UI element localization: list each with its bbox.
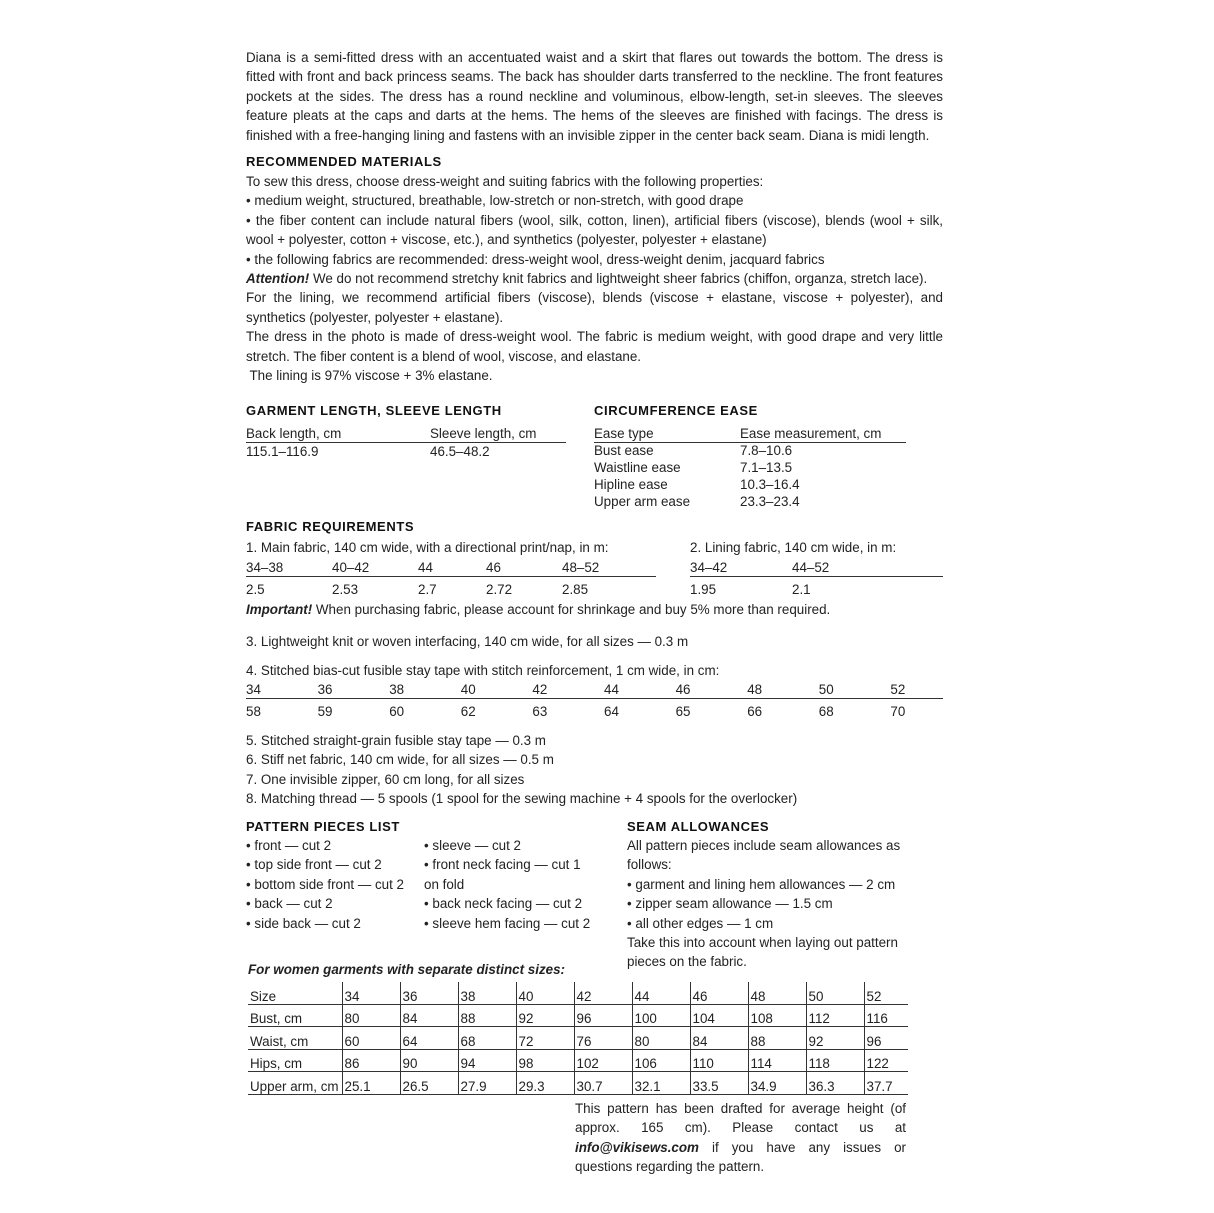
lining-fabric-title: 2. Lining fabric, 140 cm wide, in m: [690, 540, 897, 555]
size-table-cell: 88 [458, 1004, 516, 1027]
size-table-body [248, 982, 908, 1094]
photo-dress-note: The dress in the photo is made of dress-weight wool. The fabric is medium weight, with good drape and very little stretch. The fiber content is a blend of wool, viscose, and elastane. [246, 329, 943, 364]
stay-tape-size: 46 [675, 682, 691, 697]
ease-value: 7.8–10.6 [740, 443, 793, 458]
size-table-cell: 92 [806, 1027, 864, 1050]
size-table-row [248, 1049, 908, 1072]
ease-type: Hipline ease [594, 477, 668, 492]
attention-label: Attention! [246, 271, 310, 287]
ease-type: Upper arm ease [594, 494, 691, 509]
size-table-row [248, 1004, 908, 1027]
ease-type-header: Ease type [594, 426, 654, 441]
seam-allowances-list [627, 836, 939, 972]
garment-length-heading: GARMENT LENGTH, SLEEVE LENGTH [246, 403, 502, 418]
lining-fabric-value: 2.1 [792, 582, 811, 597]
size-table-row-label: Waist, cm [248, 1027, 342, 1050]
stay-tape-rule [246, 698, 943, 699]
size-table-cell: 36 [400, 982, 458, 1004]
ease-value: 23.3–23.4 [740, 494, 800, 509]
size-table [248, 982, 908, 1095]
materials-bullet: • the following fabrics are recommended: dress-weight wool, dress-weight denim, jacquard fabrics [246, 251, 825, 267]
sleeve-length-header: Sleeve length, cm [430, 426, 537, 441]
ease-type: Bust ease [594, 443, 654, 458]
pattern-piece: • front neck facing — cut 1 [424, 857, 581, 873]
size-table-cell: 118 [806, 1049, 864, 1072]
lining-recommendation: For the lining, we recommend artificial fibers (viscose), blends (viscose + elastane, viscose + polyester), and synthetics (polyester, polyester + elastane). [246, 290, 943, 325]
size-table-cell: 110 [690, 1049, 748, 1072]
pattern-pieces-col2 [424, 836, 590, 933]
size-table-row [248, 1072, 908, 1095]
pattern-piece: on fold [424, 876, 465, 892]
materials-section [246, 172, 943, 385]
stay-tape-size: 34 [246, 682, 261, 697]
ease-type: Waistline ease [594, 460, 681, 475]
size-table-cell: 34.9 [748, 1072, 806, 1095]
size-table-cell: 46 [690, 982, 748, 1004]
size-table-cell: 80 [632, 1027, 690, 1050]
footer-note [575, 1099, 906, 1177]
main-fabric-value: 2.5 [246, 582, 265, 597]
size-table-cell: 68 [458, 1027, 516, 1050]
main-fabric-title: 1. Main fabric, 140 cm wide, with a directional print/nap, in m: [246, 540, 609, 555]
size-table-cell: 60 [342, 1027, 400, 1050]
stay-tape-value: 58 [246, 704, 261, 719]
stay-tape-size: 52 [890, 682, 906, 697]
stay-tape-value: 59 [317, 704, 333, 719]
contact-email[interactable]: info@vikisews.com [575, 1139, 699, 1155]
main-fabric-value: 2.85 [562, 582, 589, 597]
stay-tape-value: 68 [818, 704, 834, 719]
size-table-cell: 100 [632, 1004, 690, 1027]
size-table-row-label: Upper arm, cm [248, 1072, 342, 1095]
stay-tape-value: 70 [890, 704, 906, 719]
seam-item: • all other edges — 1 cm [627, 915, 774, 931]
extras-item: 5. Stitched straight-grain fusible stay tape — 0.3 m [246, 733, 546, 748]
main-fabric-value: 2.7 [418, 582, 437, 597]
materials-heading: RECOMMENDED MATERIALS [246, 154, 442, 169]
important-note [246, 602, 830, 617]
size-table-cell: 94 [458, 1049, 516, 1072]
size-table-cell: 27.9 [458, 1072, 516, 1095]
main-fabric-size: 40–42 [332, 560, 370, 575]
materials-lead: To sew this dress, choose dress-weight and suiting fabrics with the following properties: [246, 174, 764, 189]
size-table-cell: 116 [864, 1004, 908, 1027]
main-fabric-value: 2.53 [332, 582, 359, 597]
important-label: Important! [246, 602, 313, 617]
footer-text-end: if you have any issues or questions regarding the pattern. [575, 1139, 906, 1175]
main-fabric-size: 46 [486, 560, 501, 575]
size-table-cell: 96 [574, 1004, 632, 1027]
size-table-cell: 84 [400, 1004, 458, 1027]
stay-tape-size: 48 [747, 682, 763, 697]
pattern-piece: • top side front — cut 2 [246, 857, 382, 873]
stay-tape-value: 60 [389, 704, 405, 719]
size-table-cell: 32.1 [632, 1072, 690, 1095]
pattern-piece: • front — cut 2 [246, 838, 332, 853]
extras-list [246, 731, 797, 809]
seam-item: • zipper seam allowance — 1.5 cm [627, 896, 833, 912]
size-table-cell: 25.1 [342, 1072, 400, 1095]
size-table-cell: 98 [516, 1049, 574, 1072]
pattern-pieces-heading: PATTERN PIECES LIST [246, 819, 400, 834]
garment-length-rule [246, 442, 566, 443]
size-table-cell: 90 [400, 1049, 458, 1072]
pattern-pieces-col1 [246, 836, 404, 933]
lining-fabric-size: 34–42 [690, 560, 728, 575]
size-table-cell: 29.3 [516, 1072, 574, 1095]
footer-text: This pattern has been drafted for average height (of approx. 165 cm). Please contact us at [575, 1101, 906, 1136]
size-table-cell: 104 [690, 1004, 748, 1027]
main-fabric-size: 44 [418, 560, 433, 575]
size-table-cell: 38 [458, 982, 516, 1004]
size-table-cell: 34 [342, 982, 400, 1004]
size-table-cell: 80 [342, 1004, 400, 1027]
size-table-wrap [248, 982, 908, 1095]
main-fabric-size: 34–38 [246, 560, 284, 575]
pattern-piece: • bottom side front — cut 2 [246, 876, 405, 892]
size-table-cell: 44 [632, 982, 690, 1004]
stay-tape-value: 65 [675, 704, 691, 719]
size-table-cell: 112 [806, 1004, 864, 1027]
size-table-cell: 33.5 [690, 1072, 748, 1095]
size-table-cell: 122 [864, 1049, 908, 1072]
attention-note [246, 269, 943, 288]
stay-tape-size: 38 [389, 682, 405, 697]
size-table-cell: 50 [806, 982, 864, 1004]
attention-text: We do not recommend stretchy knit fabrics and lightweight sheer fabrics (chiffon, organza, stretch lace). [309, 271, 928, 287]
size-table-row-label: Hips, cm [248, 1049, 342, 1072]
size-table-cell: 92 [516, 1004, 574, 1027]
main-fabric-size: 48–52 [562, 560, 600, 575]
stay-tape-title: 4. Stitched bias-cut fusible stay tape with stitch reinforcement, 1 cm wide, in cm: [246, 663, 720, 678]
size-table-cell: 76 [574, 1027, 632, 1050]
extras-item: 7. One invisible zipper, 60 cm long, for all sizes [246, 771, 525, 787]
interfacing-line: 3. Lightweight knit or woven interfacing, 140 cm wide, for all sizes — 0.3 m [246, 634, 689, 649]
pattern-piece: • back neck facing — cut 2 [424, 896, 583, 912]
stay-tape-size: 36 [317, 682, 333, 697]
size-table-cell: 114 [748, 1049, 806, 1072]
materials-bullet: • medium weight, structured, breathable, low-stretch or non-stretch, with good drape [246, 193, 744, 209]
size-table-row [248, 982, 908, 1004]
stay-tape-size: 40 [460, 682, 476, 697]
main-fabric-value: 2.72 [486, 582, 513, 597]
pattern-piece: • sleeve hem facing — cut 2 [424, 915, 591, 931]
size-table-cell: 84 [690, 1027, 748, 1050]
size-table-cell: 37.7 [864, 1072, 908, 1095]
size-table-cell: 86 [342, 1049, 400, 1072]
size-table-cell: 36.3 [806, 1072, 864, 1095]
seam-item: • garment and lining hem allowances — 2 cm [627, 876, 896, 892]
size-table-caption: For women garments with separate distinct sizes: [248, 962, 565, 977]
lining-content-note: The lining is 97% viscose + 3% elastane. [246, 368, 493, 384]
ease-measurement-header: Ease measurement, cm [740, 426, 882, 441]
ease-value: 10.3–16.4 [740, 477, 800, 492]
stay-tape-value: 64 [604, 704, 619, 719]
stay-tape-size: 50 [818, 682, 834, 697]
important-text: When purchasing fabric, please account for shrinkage and buy 5% more than required. [312, 602, 831, 617]
seam-note: Take this into account when laying out pattern pieces on the fabric. [627, 935, 898, 970]
main-fabric-rule [246, 576, 656, 577]
sleeve-length-value: 46.5–48.2 [430, 444, 490, 459]
fabric-heading: FABRIC REQUIREMENTS [246, 519, 415, 534]
size-table-row-label: Bust, cm [248, 1004, 342, 1027]
size-table-cell: 88 [748, 1027, 806, 1050]
size-table-cell: 26.5 [400, 1072, 458, 1095]
size-table-cell: 102 [574, 1049, 632, 1072]
extras-item: 6. Stiff net fabric, 140 cm wide, for all sizes — 0.5 m [246, 752, 554, 768]
lining-fabric-size: 44–52 [792, 560, 830, 575]
stay-tape-value: 62 [460, 704, 476, 719]
stay-tape-value: 63 [532, 704, 548, 719]
pattern-piece: • sleeve — cut 2 [424, 838, 521, 853]
extras-item: 8. Matching thread — 5 spools (1 spool for the sewing machine + 4 spools for the overlocker) [246, 791, 798, 807]
seam-allowances-heading: SEAM ALLOWANCES [627, 819, 770, 834]
back-length-value: 115.1–116.9 [246, 444, 319, 459]
ease-value: 7.1–13.5 [740, 460, 793, 475]
size-table-cell: 48 [748, 982, 806, 1004]
pattern-piece: • side back — cut 2 [246, 915, 361, 931]
ease-heading: CIRCUMFERENCE EASE [594, 403, 758, 418]
stay-tape-size: 42 [532, 682, 548, 697]
size-table-cell: 96 [864, 1027, 908, 1050]
lining-fabric-value: 1.95 [690, 582, 717, 597]
seam-lead: All pattern pieces include seam allowances as follows: [627, 838, 901, 873]
size-table-cell: 106 [632, 1049, 690, 1072]
stay-tape-size: 44 [604, 682, 619, 697]
size-table-row [248, 1027, 908, 1050]
size-table-cell: 108 [748, 1004, 806, 1027]
lining-fabric-rule [690, 576, 943, 577]
stay-tape-value: 66 [747, 704, 763, 719]
materials-bullet: • the fiber content can include natural fibers (wool, silk, cotton, linen), artificial fibers (viscose), blends (wool + silk, wool + polyester, cotton + viscose, etc.), and synthetics (polyester, polyester + elastane) [246, 212, 943, 248]
size-table-cell: 72 [516, 1027, 574, 1050]
back-length-header: Back length, cm [246, 426, 342, 441]
pattern-piece: • back — cut 2 [246, 896, 333, 912]
intro-paragraph: Diana is a semi-fitted dress with an accentuated waist and a skirt that flares out towards the bottom. The dress is fitted with front and back princess seams. The back has shoulder darts transferred to the neckline. The front features pockets at the sides. The dress has a round neckline and voluminous, elbow-length, set-in sleeves. The sleeves feature pleats at the caps and darts at the hems. The hems of the sleeves are finished with facings. The dress is finished with a free-hanging lining and fastens with an invisible zipper in the center back seam. Diana is midi length. [246, 50, 943, 143]
size-table-cell: 42 [574, 982, 632, 1004]
size-table-row-label: Size [248, 982, 342, 1004]
size-table-cell: 30.7 [574, 1072, 632, 1095]
size-table-cell: 40 [516, 982, 574, 1004]
size-table-cell: 64 [400, 1027, 458, 1050]
size-table-cell: 52 [864, 982, 908, 1004]
